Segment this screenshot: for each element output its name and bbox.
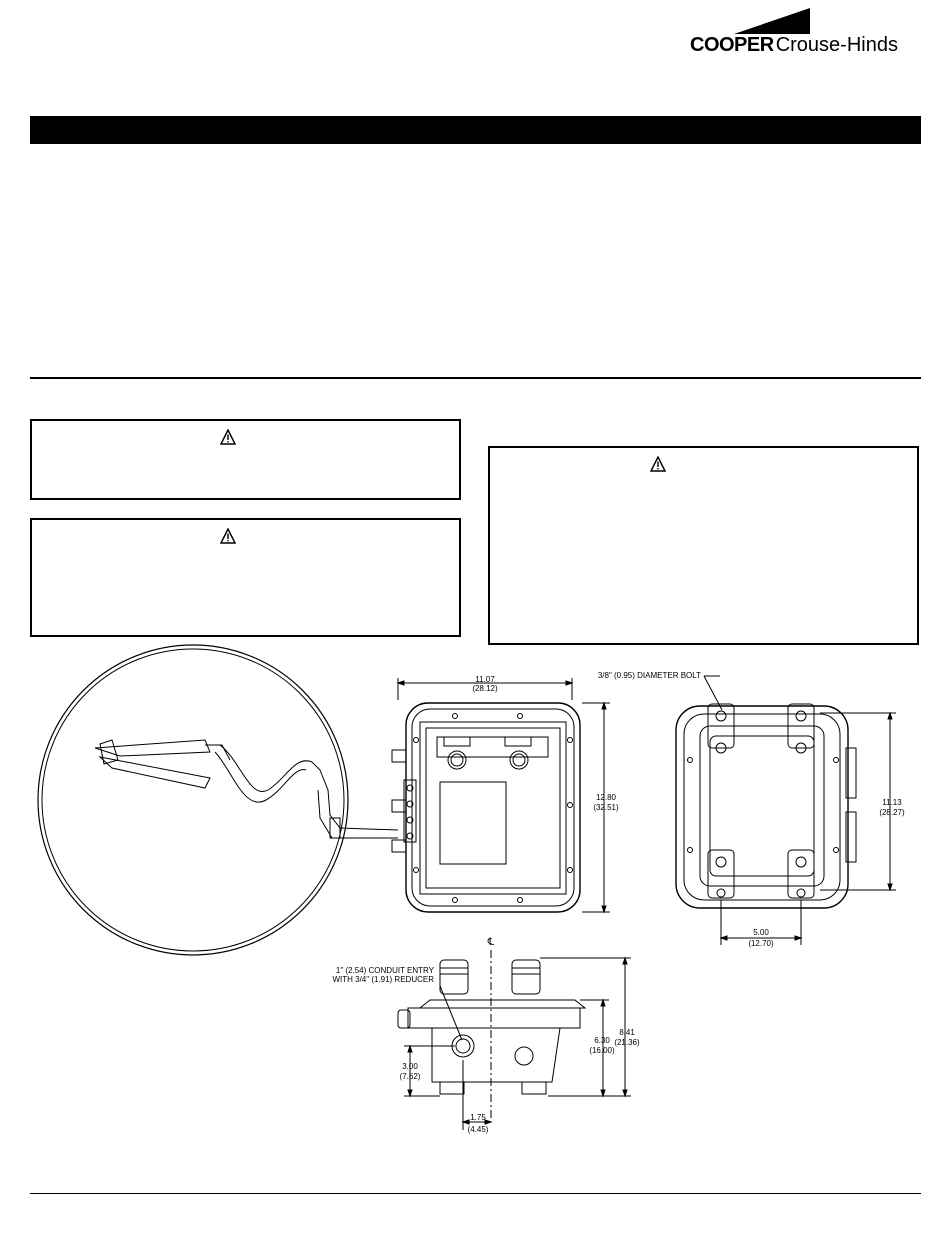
brand-wordmark — [690, 34, 898, 56]
title-bar — [30, 116, 921, 144]
warning-triangle-icon — [220, 528, 236, 544]
warning-box-1 — [30, 419, 461, 500]
rear-view — [676, 676, 896, 945]
dim-mount-width-cm: (12.70) — [748, 939, 774, 948]
warning-triangle-icon — [220, 429, 236, 445]
dim-mount-height-in: 11.13 — [882, 798, 902, 807]
dim-height-in: 12.80 — [595, 793, 617, 802]
centerline-symbol: ℄ — [487, 937, 495, 948]
dim-total-depth-in: 8.41 — [619, 1028, 635, 1037]
conduit-note-line1: 1" (2.54) CONDUIT ENTRY — [335, 966, 434, 975]
dim-total-depth-cm: (21.36) — [614, 1038, 640, 1047]
brand-crouse-hinds: Crouse-Hinds — [775, 34, 898, 56]
section-divider — [30, 377, 921, 379]
conduit-note-line2: WITH 3/4" (1.91) REDUCER — [332, 975, 434, 984]
dim-offset-in: 1.75 — [470, 1113, 486, 1122]
dim-body-depth-in: 6.30 — [594, 1036, 610, 1045]
dim-offset-cm: (4.45) — [467, 1125, 489, 1134]
bolt-note: 3/8" (0.95) DIAMETER BOLT — [597, 671, 701, 680]
brand-cooper: COOPER — [690, 34, 774, 56]
footer-divider — [30, 1193, 921, 1194]
clamp-detail — [38, 645, 398, 955]
warning-box-2 — [30, 518, 461, 637]
dim-mount-width-in: 5.00 — [753, 928, 769, 937]
dim-base-height-cm: (7.62) — [399, 1072, 421, 1081]
warning-triangle-icon — [650, 456, 666, 472]
warning-box-3 — [488, 446, 919, 645]
dim-body-depth-cm: (16.00) — [589, 1046, 615, 1055]
dim-width-cm: (28.12) — [472, 684, 498, 693]
front-view — [392, 678, 610, 912]
dimension-drawing — [0, 640, 950, 1140]
dim-mount-height-cm: (28.27) — [879, 808, 905, 817]
logo-mark-icon — [734, 8, 814, 34]
dim-base-height-in: 3.00 — [402, 1062, 418, 1071]
brand-logo — [690, 8, 926, 60]
dim-height-cm: (32.51) — [593, 803, 619, 812]
dim-width-in: 11.07 — [475, 675, 495, 684]
